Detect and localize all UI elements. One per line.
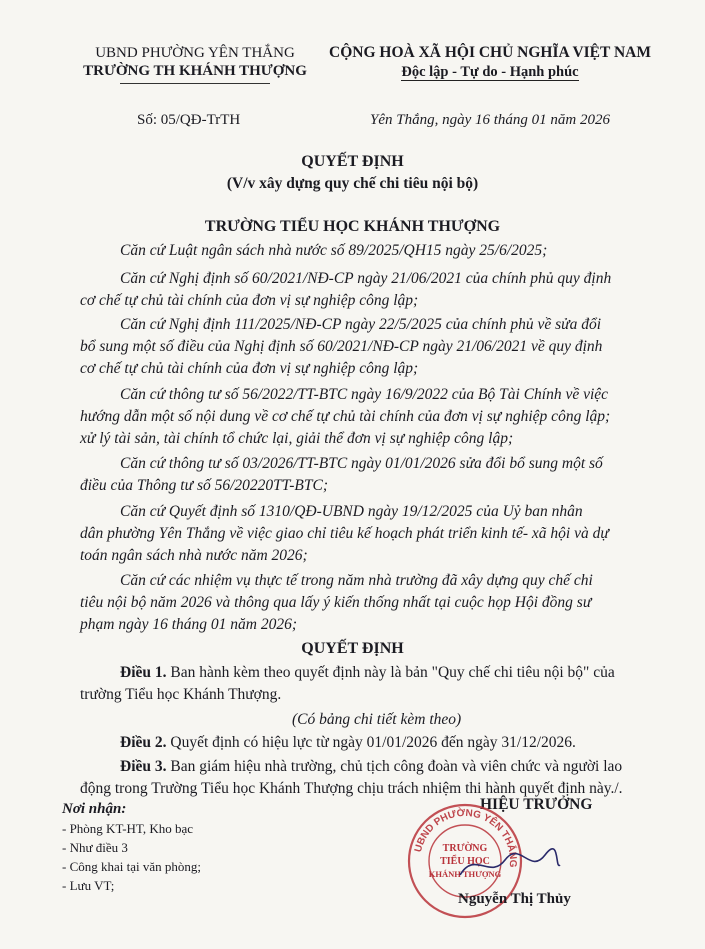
- doc-type-title: QUYẾT ĐỊNH: [301, 153, 404, 170]
- signature-role: HIỆU TRƯỞNG: [480, 796, 593, 813]
- nation-motto: Độc lập - Tự do - Hạnh phúc: [401, 64, 579, 80]
- basis-line: dân phường Yên Thắng về việc giao chỉ tiêu kế hoạch phát triển kinh tế- xã hội và dự: [80, 525, 609, 542]
- basis-line: cơ chế tự chủ tài chính của đơn vị sự nghiệp công lập;: [80, 360, 419, 377]
- svg-text:TIỂU HỌC: TIỂU HỌC: [440, 856, 490, 867]
- basis-line: cơ chế tự chủ tài chính của đơn vị sự nghiệp công lập;: [80, 292, 419, 309]
- article-1-note: (Có bảng chi tiết kèm theo): [292, 711, 462, 728]
- basis-line: bổ sung một số điều của Nghị định số 60/2021/NĐ-CP ngày 21/06/2021 về quy định: [80, 338, 603, 355]
- basis-line: điều của Thông tư số 56/20220TT-BTC;: [80, 477, 328, 494]
- recipients-title: Nơi nhận:: [62, 801, 127, 817]
- basis-line: Căn cứ Luật ngân sách nhà nước số 89/2025/QH15 ngày 25/6/2025;: [120, 242, 548, 259]
- signature-scribble-icon: [455, 845, 565, 885]
- basis-line: Căn cứ Nghị định số 60/2021/NĐ-CP ngày 21/06/2021 của chính phủ quy định: [120, 270, 612, 287]
- basis-line: Căn cứ thông tư số 56/2022/TT-BTC ngày 16/9/2022 của Bộ Tài Chính về việc: [120, 386, 609, 403]
- article-3-line-2: động trong Trường Tiểu học Khánh Thượng chịu trách nhiệm thi hành quyết định này./.: [80, 780, 623, 797]
- basis-line: tiêu nội bộ năm 2026 và thông qua lấy ý kiến thống nhất tại cuộc họp Hội đồng sư: [80, 594, 592, 611]
- basis-line: phạm ngày 16 tháng 01 năm 2026;: [80, 616, 297, 633]
- basis-line: Căn cứ Quyết định số 1310/QĐ-UBND ngày 19/12/2025 của Uỷ ban nhân: [120, 503, 583, 520]
- basis-line: hướng dẫn một số nội dung về cơ chế tự chủ tài chính của đơn vị sự nghiệp công lập;: [80, 408, 611, 425]
- svg-text:KHÁNH THƯỢNG: KHÁNH THƯỢNG: [428, 869, 502, 879]
- org-line-1: UBND PHƯỜNG YÊN THẮNG: [95, 45, 295, 61]
- basis-line: Căn cứ Nghị định 111/2025/NĐ-CP ngày 22/5/2025 của chính phủ về sửa đổi: [120, 316, 602, 333]
- svg-text:UBND PHƯỜNG YÊN THẮNG: UBND PHƯỜNG YÊN THẮNG: [412, 807, 519, 868]
- doc-number: Số: 05/QĐ-TrTH: [137, 112, 241, 128]
- issuer-title: TRƯỜNG TIỂU HỌC KHÁNH THƯỢNG: [204, 218, 501, 235]
- header-right-block: [320, 44, 660, 82]
- org-underline: [120, 83, 270, 84]
- org-line-2: TRƯỜNG TH KHÁNH THƯỢNG: [83, 63, 307, 79]
- recipients-block: [62, 800, 201, 895]
- basis-line: Căn cứ các nhiệm vụ thực tế trong năm nhà trường đã xây dựng quy chế chi: [120, 572, 593, 589]
- header-left-block: [70, 44, 320, 84]
- recipient-item: - Công khai tại văn phòng;: [62, 859, 202, 874]
- article-3-line-1: Điều 3. Ban giám hiệu nhà trường, chủ tịch công đoàn và viên chức và người lao: [120, 758, 623, 775]
- decision-heading: QUYẾT ĐỊNH: [301, 640, 404, 657]
- svg-text:TRƯỜNG: TRƯỜNG: [442, 843, 488, 854]
- article-1-line-1: Điều 1. Ban hành kèm theo quyết định này là bản "Quy chế chi tiêu nội bộ" của: [120, 664, 615, 681]
- nation-title: CỘNG HOÀ XÃ HỘI CHỦ NGHĨA VIỆT NAM: [329, 44, 651, 61]
- basis-line: xử lý tài sản, tài chính tổ chức lại, giải thể đơn vị sự nghiệp công lập;: [80, 430, 514, 447]
- recipient-item: - Lưu VT;: [62, 878, 115, 893]
- basis-line: toán ngân sách nhà nước năm 2026;: [80, 547, 308, 564]
- signer-name: Nguyễn Thị Thủy: [458, 891, 571, 907]
- recipient-item: - Phòng KT-HT, Kho bạc: [62, 821, 194, 836]
- doc-subject: (V/v xây dựng quy chế chi tiêu nội bộ): [226, 175, 479, 192]
- place-date: Yên Thắng, ngày 16 tháng 01 năm 2026: [370, 112, 610, 128]
- article-1-line-2: trường Tiểu học Khánh Thượng.: [80, 686, 282, 703]
- recipient-item: - Như điều 3: [62, 840, 128, 855]
- basis-line: Căn cứ thông tư số 03/2026/TT-BTC ngày 01/01/2026 sửa đổi bổ sung một số: [120, 455, 603, 472]
- article-2: Điều 2. Quyết định có hiệu lực từ ngày 01/01/2026 đến ngày 31/12/2026.: [120, 734, 576, 751]
